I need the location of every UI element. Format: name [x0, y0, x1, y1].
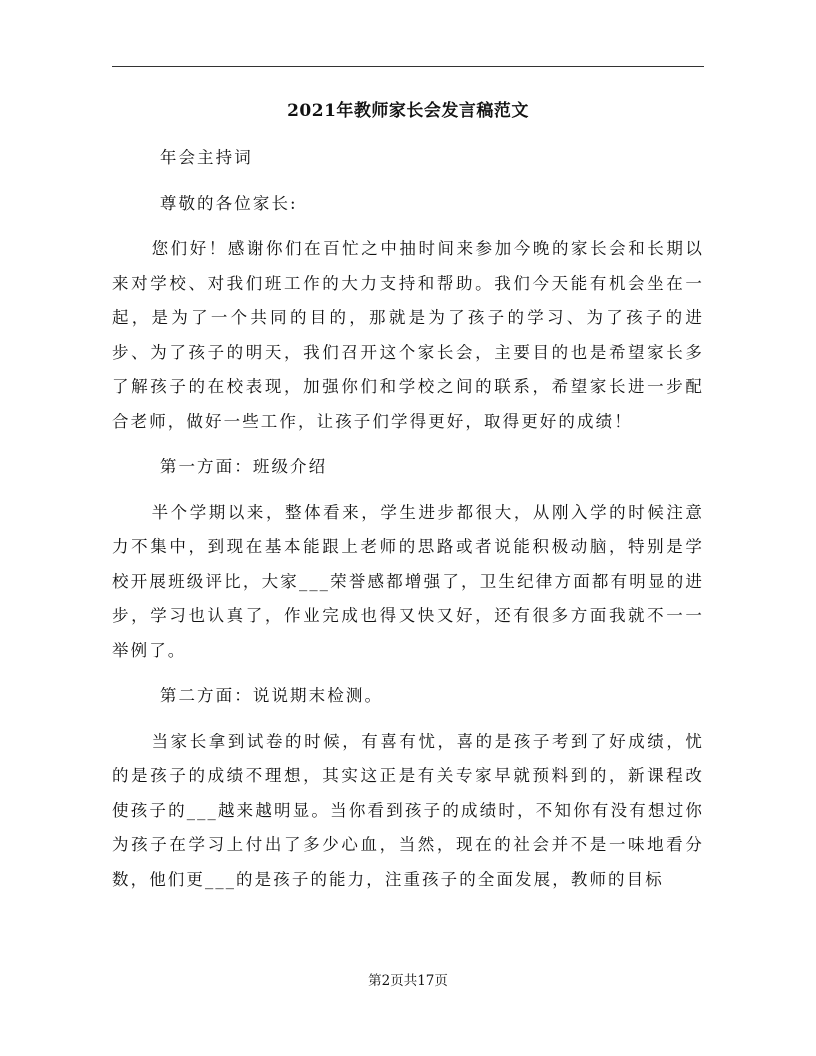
paragraph-salutation: 尊敬的各位家长: — [159, 193, 298, 213]
section-heading-class-intro: 第一方面：班级介绍 — [159, 457, 328, 476]
page-number: 第2页共17页 — [368, 973, 448, 989]
section-heading-final-exam: 第二方面：说说期末检测。 — [159, 686, 384, 705]
header-rule — [112, 66, 704, 67]
paragraph-class-intro: 半个学期以来，整体看来，学生进步都很大，从刚入学的时候注意力不集中，到现在基本能跟上老师的思路或者说能积极动脑，特别是学校开展班级评比，大家___荣誉感都增强了，卫生纪律方面都有明显的进步，学习也认真了，作业完成也得又快又好，还有很多方面我就不一一举例了。 — [112, 502, 704, 660]
document-body — [112, 141, 704, 897]
paragraph-event-host: 年会主持词 — [159, 148, 253, 167]
paragraph-final-exam: 当家长拿到试卷的时候，有喜有忧，喜的是孩子考到了好成绩，忧的是孩子的成绩不理想，其实这正是有关专家早就预料到的，新课程改使孩子的___越来越明显。当你看到孩子的成绩时，不知你有没有想过你为孩子在学习上付出了多少心血，当然，现在的社会并不是一味地看分数，他们更___的是孩子的能力，注重孩子的全面发展，教师的目标 — [112, 731, 704, 889]
paragraph-greeting: 您们好！感谢你们在百忙之中抽时间来参加今晚的家长会和长期以来对学校、对我们班工作的大力支持和帮助。我们今天能有机会坐在一起，是为了一个共同的目的，那就是为了孩子的学习、为了孩子的进步、为了孩子的明天，我们召开这个家长会，主要目的也是希望家长多了解孩子的在校表现，加强你们和学校之间的联系，希望家长进一步配合老师，做好一些工作，让孩子们学得更好，取得更好的成绩！ — [112, 239, 704, 431]
document-title: 2021年教师家长会发言稿范文 — [287, 101, 529, 121]
